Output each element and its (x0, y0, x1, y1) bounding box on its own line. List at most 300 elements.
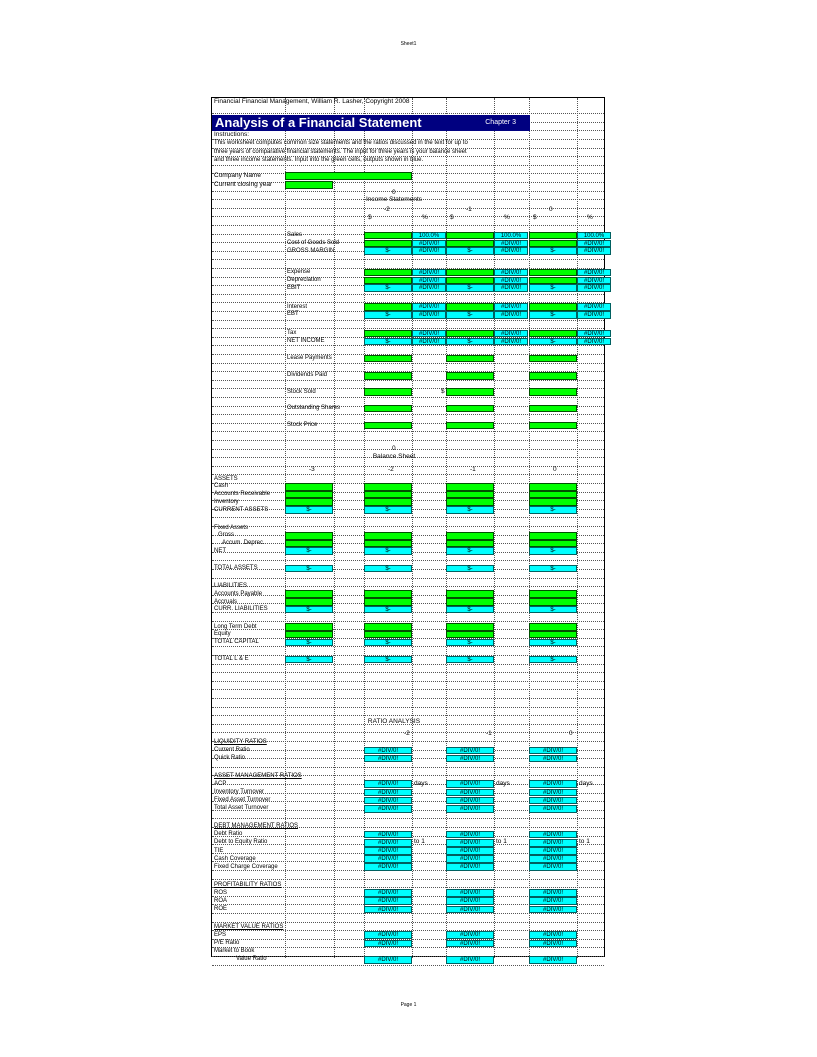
balance-item-label: Accounts Payable (214, 590, 263, 597)
ratio-value-cell: #DIV/0! (529, 747, 577, 755)
balance-total-cell: $- (446, 639, 494, 647)
income-input-cell[interactable] (364, 372, 412, 380)
balance-total-cell: $- (364, 639, 412, 647)
ratio-value-cell: #DIV/0! (364, 863, 412, 871)
ratio-year: 0 (569, 730, 573, 738)
income-pct-cell: #DIV/0! (577, 240, 611, 248)
ratio-value-cell: #DIV/0! (364, 940, 412, 948)
balance-input-cell[interactable] (364, 631, 412, 639)
income-item-label: Sales (287, 232, 303, 239)
income-pct-cell: #DIV/0! (494, 330, 528, 338)
balance-item-label: NET (214, 547, 226, 554)
balance-item-label: ASSETS (214, 475, 238, 482)
grid-row (212, 673, 604, 682)
income-total-cell: $- (364, 311, 412, 319)
grid-row (212, 708, 604, 717)
grid-row (212, 665, 604, 674)
income-pct-cell: #DIV/0! (577, 269, 611, 277)
income-pct-cell: #DIV/0! (577, 277, 611, 285)
balance-total-cell: $- (529, 639, 577, 647)
ratio-value-cell: #DIV/0! (529, 831, 577, 839)
balance-total-cell: $- (364, 565, 412, 573)
balance-input-cell[interactable] (364, 590, 412, 598)
ratio-value-cell: #DIV/0! (446, 897, 494, 905)
ratio-value-cell: #DIV/0! (446, 931, 494, 939)
closing-year-label: Current closing year (214, 180, 273, 188)
income-input-cell[interactable] (529, 372, 577, 380)
balance-item-label: Inventory (214, 498, 239, 505)
balance-item-label: Fixed Assets (214, 524, 249, 531)
ratio-value-cell: #DIV/0! (529, 755, 577, 763)
balance-item-label: Long Term Debt (214, 623, 257, 630)
balance-input-cell[interactable] (529, 598, 577, 606)
ratio-value-cell: #DIV/0! (529, 897, 577, 905)
ratio-value-cell: #DIV/0! (529, 847, 577, 855)
ratio-value-cell: #DIV/0! (529, 906, 577, 914)
income-item-label: Cost of Goods Sold (287, 240, 340, 247)
ratio-value-cell: #DIV/0! (364, 931, 412, 939)
income-total-cell: $- (364, 247, 412, 255)
income-input-cell[interactable] (446, 388, 494, 396)
ratio-value-cell: #DIV/0! (446, 789, 494, 797)
grid-row (212, 364, 604, 373)
income-input-cell[interactable] (529, 388, 577, 396)
grid-row (212, 217, 604, 226)
ratio-value-cell: #DIV/0! (446, 863, 494, 871)
income-item-label: Depreciation (287, 277, 321, 284)
balance-input-cell[interactable] (285, 498, 333, 506)
grid-row (212, 518, 604, 527)
balance-total-cell: $- (285, 606, 333, 614)
income-input-cell[interactable] (446, 277, 494, 285)
income-pct-cell: #DIV/0! (577, 330, 611, 338)
balance-total-cell: $- (364, 547, 412, 555)
income-item-label: Interest (287, 303, 308, 310)
income-item-label: Tax (287, 330, 297, 337)
income-input-cell[interactable] (364, 422, 412, 430)
instructions-label: Instructions: (214, 130, 250, 138)
ratio-item-label: Total Asset Turnover (214, 805, 269, 812)
income-pct-cell: #DIV/0! (577, 284, 611, 292)
ratio-year: -2 (404, 730, 410, 738)
grid-column-line (446, 98, 447, 958)
income-input-cell[interactable] (529, 422, 577, 430)
income-pct-cell: #DIV/0! (412, 240, 446, 248)
balance-total-cell: $- (364, 506, 412, 514)
grid-row (212, 699, 604, 708)
income-input-cell[interactable] (364, 388, 412, 396)
income-input-cell[interactable] (446, 355, 494, 363)
pct-header: % (504, 214, 510, 222)
balance-total-cell: $- (529, 565, 577, 573)
ratio-year: -1 (486, 730, 492, 738)
ratio-value-cell: #DIV/0! (529, 797, 577, 805)
ratio-item-label: Current Ratio (214, 747, 250, 753)
balance-input-cell[interactable] (446, 623, 494, 631)
income-pct-cell: #DIV/0! (412, 311, 446, 319)
income-input-cell[interactable] (364, 303, 412, 311)
grid-column-line (494, 98, 495, 958)
income-input-cell[interactable] (529, 232, 577, 240)
income-item-label: Lease Payments (287, 355, 332, 362)
balance-year: -3 (309, 466, 315, 474)
income-input-cell[interactable] (446, 330, 494, 338)
balance-input-cell[interactable] (285, 631, 333, 639)
balance-input-cell[interactable] (446, 631, 494, 639)
balance-input-cell[interactable] (364, 540, 412, 548)
income-input-cell[interactable] (364, 330, 412, 338)
balance-input-cell[interactable] (529, 623, 577, 631)
income-year: 0 (549, 206, 553, 214)
grid-row (212, 209, 604, 218)
income-pct-cell: #DIV/0! (494, 240, 528, 248)
balance-input-cell[interactable] (446, 483, 494, 491)
balance-total-cell: $- (285, 565, 333, 573)
balance-zero: 0 (392, 445, 396, 453)
to-one-unit: to 1 (579, 838, 590, 846)
balance-input-cell[interactable] (446, 540, 494, 548)
income-title: Income Statements (366, 196, 422, 204)
page-footer: Page 1 (400, 1002, 417, 1008)
balance-input-cell[interactable] (285, 532, 333, 540)
stock-sold-dollar: $ (441, 387, 445, 395)
grid-row (212, 613, 604, 622)
instructions-line: three years of comparative financial statements. The input for three years is your balance sheet (214, 148, 467, 155)
ratio-value-cell: #DIV/0! (529, 889, 577, 897)
ratio-value-cell: #DIV/0! (364, 780, 412, 788)
ratio-item-label: Debt to Equity Ratio (214, 839, 268, 846)
income-input-cell[interactable] (446, 405, 494, 413)
ratio-value-cell: #DIV/0! (529, 855, 577, 863)
ratio-value-cell: #DIV/0! (446, 889, 494, 897)
income-total-cell: $- (446, 338, 494, 346)
balance-total-cell: $- (529, 656, 577, 664)
balance-item-label: Accounts Receivable (214, 491, 271, 498)
balance-input-cell[interactable] (285, 590, 333, 598)
ratio-group-heading: ASSET MANAGEMENT RATIOS (214, 772, 302, 779)
income-item-label: Dividends Paid (287, 372, 328, 379)
pct-header: % (422, 214, 428, 222)
company-name-label: Company Name (214, 171, 261, 179)
ratio-group-heading: LIQUIDITY RATIOS (214, 738, 267, 745)
income-input-cell[interactable] (529, 269, 577, 277)
balance-input-cell[interactable] (446, 498, 494, 506)
ratio-value-cell: #DIV/0! (529, 780, 577, 788)
income-input-cell[interactable] (364, 269, 412, 277)
balance-item-label: Gross (218, 532, 235, 539)
grid-row (212, 321, 604, 330)
ratio-item-label: Value Ratio (236, 956, 267, 963)
income-input-cell[interactable] (446, 372, 494, 380)
income-total-cell: $- (364, 338, 412, 346)
income-item-label: Stock Sold (287, 388, 316, 395)
to-one-unit: to 1 (414, 838, 425, 846)
ratio-item-label: Market to Book (214, 948, 255, 955)
ratio-item-label: TIE (214, 847, 224, 854)
ratio-value-cell: #DIV/0! (446, 940, 494, 948)
ratio-item-label: Quick Ratio (214, 755, 246, 762)
to-one-unit: to 1 (496, 838, 507, 846)
balance-total-cell: $- (446, 547, 494, 555)
income-item-label: EBT (287, 311, 299, 318)
income-item-label: GROSS MARGIN (287, 247, 335, 254)
balance-total-cell: $- (364, 606, 412, 614)
income-pct-cell: #DIV/0! (577, 311, 611, 319)
income-pct-cell: 100.0% (577, 232, 611, 240)
income-input-cell[interactable] (364, 277, 412, 285)
instructions-line: This worksheet computes common size statements and the ratios discussed in the text for up to (214, 140, 468, 147)
grid-row (212, 260, 604, 269)
balance-input-cell[interactable] (285, 623, 333, 631)
income-zero: 0 (392, 189, 396, 197)
income-pct-cell: #DIV/0! (412, 330, 446, 338)
ratio-item-label: ACP (214, 780, 227, 787)
company-name-input[interactable] (285, 172, 412, 180)
instructions-line: and three income statements. Input into the green cells, outputs shown in blue. (214, 157, 424, 164)
income-input-cell[interactable] (529, 303, 577, 311)
ratio-value-cell: #DIV/0! (529, 839, 577, 847)
grid-column-line (529, 98, 530, 958)
income-pct-cell: #DIV/0! (494, 311, 528, 319)
balance-year: 0 (553, 466, 557, 474)
ratio-value-cell: #DIV/0! (529, 931, 577, 939)
ratio-value-cell: #DIV/0! (364, 897, 412, 905)
grid-row (212, 432, 604, 441)
income-pct-cell: 100.0% (412, 232, 446, 240)
balance-item-label: Accruals (214, 598, 238, 605)
balance-input-cell[interactable] (364, 491, 412, 499)
income-input-cell[interactable] (364, 240, 412, 248)
ratio-value-cell: #DIV/0! (364, 755, 412, 763)
balance-total-cell: $- (446, 506, 494, 514)
ratio-value-cell: #DIV/0! (364, 855, 412, 863)
balance-total-cell: $- (529, 606, 577, 614)
balance-item-label: TOTAL ASSETS (214, 565, 258, 572)
page-title (212, 115, 530, 131)
balance-item-label: CURRENT ASSETS (214, 506, 269, 513)
grid-column-line (334, 98, 335, 958)
days-unit: days (414, 779, 428, 787)
income-item-label: Outstanding Shares (287, 405, 341, 412)
ratio-value-cell: #DIV/0! (446, 747, 494, 755)
income-item-label: EBIT (287, 284, 301, 291)
income-input-cell[interactable] (446, 422, 494, 430)
balance-input-cell[interactable] (364, 483, 412, 491)
ratio-value-cell: #DIV/0! (364, 797, 412, 805)
income-input-cell[interactable] (529, 240, 577, 248)
ratio-item-label: Inventory Turnover (214, 789, 265, 796)
income-input-cell[interactable] (364, 232, 412, 240)
ratio-item-label: ROA (214, 897, 228, 904)
balance-input-cell[interactable] (446, 532, 494, 540)
balance-total-cell: $- (529, 547, 577, 555)
balance-input-cell[interactable] (364, 498, 412, 506)
income-pct-cell: #DIV/0! (494, 303, 528, 311)
ratio-value-cell: #DIV/0! (529, 789, 577, 797)
balance-total-cell: $- (285, 547, 333, 555)
balance-input-cell[interactable] (446, 598, 494, 606)
balance-input-cell[interactable] (285, 483, 333, 491)
ratio-item-label: ROS (214, 889, 228, 896)
income-pct-cell: #DIV/0! (412, 269, 446, 277)
balance-input-cell[interactable] (529, 498, 577, 506)
grid-row (212, 441, 604, 450)
ratio-value-cell: #DIV/0! (446, 831, 494, 839)
ratio-group-heading: MARKET VALUE RATIOS (214, 923, 284, 930)
grid-column-line (364, 98, 365, 958)
ratio-value-cell: #DIV/0! (364, 789, 412, 797)
balance-item-label: Cash (214, 483, 229, 490)
ratio-value-cell: #DIV/0! (529, 940, 577, 948)
income-input-cell[interactable] (446, 269, 494, 277)
balance-total-cell: $- (285, 656, 333, 664)
ratio-group-heading: PROFITABILITY RATIOS (214, 881, 282, 888)
income-pct-cell: #DIV/0! (494, 247, 528, 255)
grid-row (212, 871, 604, 880)
balance-input-cell[interactable] (446, 491, 494, 499)
income-pct-cell: #DIV/0! (577, 247, 611, 255)
balance-item-label: TOTAL CAPITAL (214, 639, 259, 646)
income-input-cell[interactable] (529, 405, 577, 413)
ratio-value-cell: #DIV/0! (364, 847, 412, 855)
ratio-value-cell: #DIV/0! (446, 839, 494, 847)
ratio-value-cell: #DIV/0! (364, 747, 412, 755)
income-total-cell: $- (364, 284, 412, 292)
dollar-header: $ (450, 214, 454, 222)
balance-total-cell: $- (285, 506, 333, 514)
balance-input-cell[interactable] (446, 590, 494, 598)
income-input-cell[interactable] (529, 330, 577, 338)
ratio-item-label: Fixed Asset Turnover (214, 797, 271, 804)
chapter-label: Chapter 3 (485, 119, 516, 126)
income-input-cell[interactable] (446, 232, 494, 240)
balance-input-cell[interactable] (364, 532, 412, 540)
grid-row (212, 690, 604, 699)
copyright-text: Financial Financial Management, William R. Lasher, Copyright 2008 (214, 98, 410, 105)
income-pct-cell: #DIV/0! (494, 269, 528, 277)
income-total-cell: $- (529, 247, 577, 255)
ratio-value-cell: #DIV/0! (364, 956, 412, 964)
income-pct-cell: #DIV/0! (412, 247, 446, 255)
ratio-value-cell: #DIV/0! (529, 805, 577, 813)
income-input-cell[interactable] (364, 355, 412, 363)
balance-total-cell: $- (529, 506, 577, 514)
grid-column-line (577, 98, 578, 958)
ratio-value-cell: #DIV/0! (364, 805, 412, 813)
income-input-cell[interactable] (529, 277, 577, 285)
ratio-item-label: Fixed Charge Coverage (214, 863, 278, 870)
income-input-cell[interactable] (529, 355, 577, 363)
balance-item-label: LIABILITIES (214, 583, 248, 590)
ratio-value-cell: #DIV/0! (446, 847, 494, 855)
balance-input-cell[interactable] (285, 491, 333, 499)
dollar-header: $ (368, 214, 372, 222)
income-item-label: Expense (287, 269, 311, 276)
ratio-item-label: Debt Ratio (214, 831, 243, 838)
ratio-value-cell: #DIV/0! (364, 889, 412, 897)
grid-row (212, 295, 604, 304)
income-input-cell[interactable] (446, 303, 494, 311)
balance-input-cell[interactable] (529, 590, 577, 598)
income-total-cell: $- (446, 311, 494, 319)
income-pct-cell: #DIV/0! (412, 303, 446, 311)
closing-year-input[interactable] (285, 181, 333, 189)
balance-input-cell[interactable] (529, 491, 577, 499)
ratio-item-label: EPS (214, 931, 227, 938)
spreadsheet (211, 97, 605, 963)
income-pct-cell: #DIV/0! (412, 284, 446, 292)
ratio-value-cell: #DIV/0! (446, 906, 494, 914)
pct-header: % (587, 214, 593, 222)
page-header: Sheet1 (400, 41, 417, 47)
balance-item-label: TOTAL L & E (214, 656, 249, 663)
balance-input-cell[interactable] (529, 631, 577, 639)
balance-item-label: Accum. Deprec. (222, 540, 265, 547)
income-pct-cell: 100.0% (494, 232, 528, 240)
grid-column-line (412, 98, 413, 958)
title-text: Analysis of a Financial Statement (215, 115, 422, 130)
ratio-item-label: ROE (214, 906, 228, 913)
income-input-cell[interactable] (446, 240, 494, 248)
income-pct-cell: #DIV/0! (494, 284, 528, 292)
balance-total-cell: $- (446, 565, 494, 573)
dollar-header: $ (533, 214, 537, 222)
balance-total-cell: $- (446, 606, 494, 614)
balance-input-cell[interactable] (364, 598, 412, 606)
income-pct-cell: #DIV/0! (494, 338, 528, 346)
grid-row (212, 346, 604, 355)
balance-input-cell[interactable] (285, 540, 333, 548)
balance-year: -1 (470, 466, 476, 474)
income-total-cell: $- (529, 338, 577, 346)
ratio-title: RATIO ANALYSIS (367, 718, 421, 726)
ratio-value-cell: #DIV/0! (446, 805, 494, 813)
ratio-value-cell: #DIV/0! (446, 797, 494, 805)
balance-item-label: CURR. LIABILITIES (214, 606, 268, 613)
balance-total-cell: $- (446, 656, 494, 664)
income-year: -1 (466, 206, 472, 214)
income-pct-cell: #DIV/0! (577, 338, 611, 346)
income-pct-cell: #DIV/0! (412, 338, 446, 346)
balance-total-cell: $- (285, 639, 333, 647)
income-year: -2 (384, 206, 390, 214)
income-input-cell[interactable] (364, 405, 412, 413)
balance-input-cell[interactable] (529, 532, 577, 540)
ratio-value-cell: #DIV/0! (446, 780, 494, 788)
balance-input-cell[interactable] (285, 598, 333, 606)
balance-item-label: Equity (214, 631, 231, 638)
income-pct-cell: #DIV/0! (577, 303, 611, 311)
grid-row (212, 647, 604, 656)
ratio-value-cell: #DIV/0! (364, 839, 412, 847)
income-total-cell: $- (529, 311, 577, 319)
income-total-cell: $- (529, 284, 577, 292)
balance-input-cell[interactable] (364, 623, 412, 631)
ratio-value-cell: #DIV/0! (446, 855, 494, 863)
balance-input-cell[interactable] (529, 483, 577, 491)
balance-year: -2 (388, 466, 394, 474)
income-pct-cell: #DIV/0! (412, 277, 446, 285)
balance-input-cell[interactable] (529, 540, 577, 548)
grid-row (212, 579, 604, 588)
income-total-cell: $- (446, 284, 494, 292)
grid-row (212, 467, 604, 476)
balance-title: Balance Sheet (372, 453, 416, 461)
income-item-label: Stock Price (287, 422, 318, 429)
grid-row (212, 106, 604, 115)
ratio-value-cell: #DIV/0! (529, 956, 577, 964)
ratio-item-label: P/E Ratio (214, 940, 240, 947)
